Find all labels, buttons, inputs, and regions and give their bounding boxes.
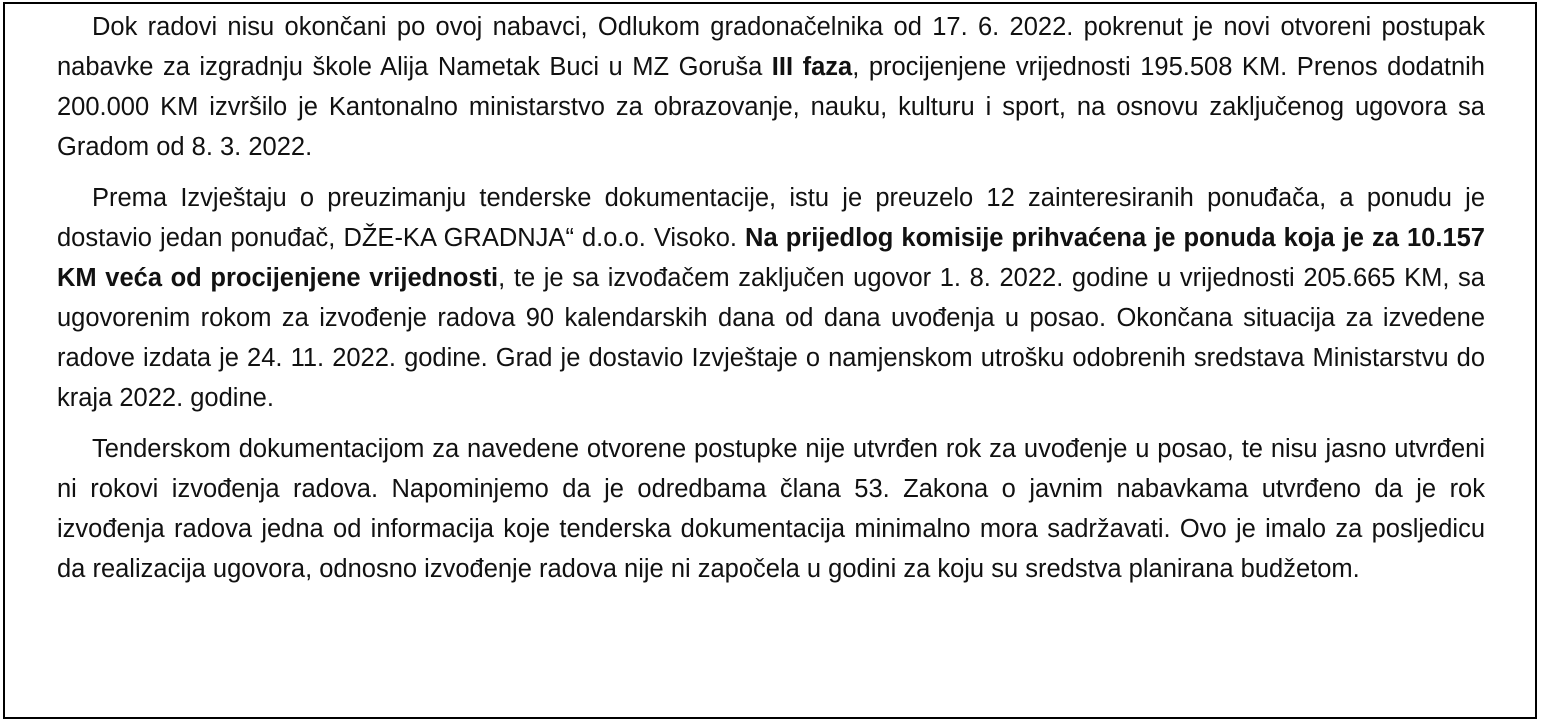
paragraph-2 xyxy=(57,178,1485,418)
paragraph-1 xyxy=(57,7,1485,167)
paragraph-2-text: Prema Izvještaju o preuzimanju tenderske dokumentacije, istu je preuzelo 12 zainteresiranih ponuđača, a ponudu je dostavio jedan ponuđač, DŽE-KA GRADNJA“ d.o.o. Visoko. xyxy=(57,184,1485,252)
paragraph-1-bold-phase: III faza xyxy=(771,53,853,81)
paragraph-1-text-cont: , procijenjene vrijednosti 195.508 KM. Prenos dodatnih 200.000 KM izvršilo je Kantonalno ministarstvo za obrazovanje, nauku, kulturu i sport, na osnovu zaključenog ugovora sa Gradom od 8. 3. 2022. xyxy=(57,53,1485,161)
paragraph-3-text: Tenderskom dokumentacijom za navedene otvorene postupke nije utvrđen rok za uvođenje u posao, te nisu jasno utvrđeni ni rokovi izvođenja radova. Napominjemo da je odredbama člana 53. Zakona o javnim nabavkama utvrđeno da je rok izvođenja radova jedna od informacija koje tenderska dokumentacija minimalno mora sadržavati. Ovo je imalo za posljedicu da realizacija ugovora, odnosno izvođenje radova nije ni započela u godini za koju su sredstva planirana budžetom. xyxy=(57,435,1485,583)
paragraph-1-text: Dok radovi nisu okončani po ovoj nabavci, Odlukom gradonačelnika od 17. 6. 2022. pokrenut je novi otvoreni postupak nabavke za izgradnju škole Alija Nametak Buci u MZ Goruša xyxy=(57,13,1485,81)
paragraph-2-text-cont: , te je sa izvođačem zaključen ugovor 1. 8. 2022. godine u vrijednosti 205.665 KM, sa ugovorenim rokom za izvođenje radova 90 kalendarskih dana od dana uvođenja u posao. Okončana situacija za izvedene radove izdata je 24. 11. 2022. godine. Grad je dostavio Izvještaje o namjenskom utrošku odobrenih sredstava Ministarstvu do kraja 2022. godine. xyxy=(57,264,1485,412)
document-frame xyxy=(3,2,1537,719)
paragraph-3 xyxy=(57,429,1485,589)
paragraph-2-bold-finding: Na prijedlog komisije prihvaćena je ponuda koja je za 10.157 KM veća od procijenjene vrijednosti xyxy=(57,224,1485,292)
